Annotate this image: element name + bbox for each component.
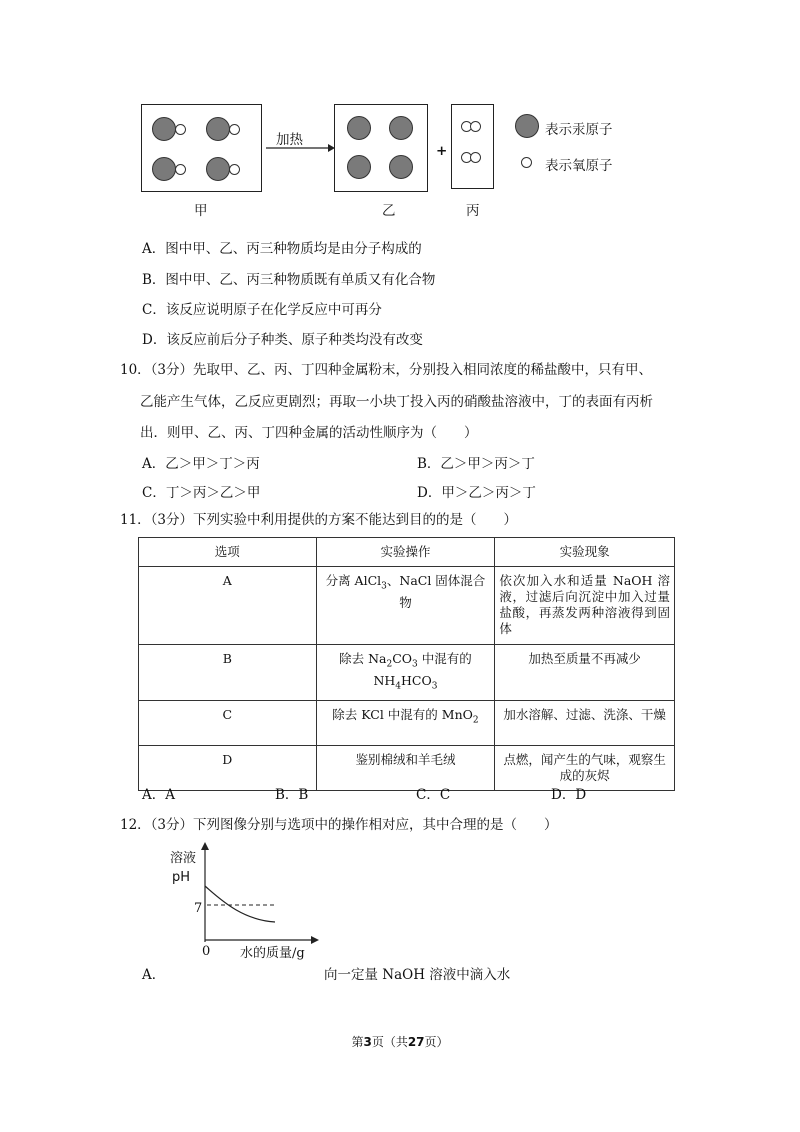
q9-option-b: B．图中甲、乙、丙三种物质既有单质又有化合物 bbox=[142, 272, 436, 288]
q9-option-c: C．该反应说明原子在化学反应中可再分 bbox=[142, 302, 382, 318]
label-jia: 甲 bbox=[194, 203, 208, 219]
q9-option-d: D．该反应前后分子种类、原子种类均没有改变 bbox=[142, 332, 423, 348]
operation-cell: 鉴别棉绒和羊毛绒 bbox=[316, 746, 495, 791]
graph-origin: 0 bbox=[202, 944, 211, 959]
box-jia bbox=[141, 104, 262, 192]
phenomenon-cell: 加水溶解、过滤、洗涤、干燥 bbox=[495, 701, 675, 746]
q10-option-d: D．甲＞乙＞丙＞丁 bbox=[417, 485, 536, 501]
page-number: 3 bbox=[363, 1035, 372, 1049]
q10-stem-line1: 10．（3分）先取甲、乙、丙、丁四种金属粉末，分别投入相同浓度的稀盐酸中，只有甲、 bbox=[120, 362, 653, 378]
q11-option-a: A．A bbox=[142, 787, 175, 803]
graph-xlabel: 水的质量/g bbox=[240, 946, 305, 961]
label-yi: 乙 bbox=[382, 203, 396, 219]
header-cell: 实验现象 bbox=[495, 538, 675, 567]
arrow-label: 加热 bbox=[276, 132, 303, 148]
q11-option-c: C．C bbox=[416, 787, 451, 803]
q11-stem: 11．（3分）下列实验中利用提供的方案不能达到目的的是（ ） bbox=[120, 512, 518, 528]
q9-option-a: A．图中甲、乙、丙三种物质均是由分子构成的 bbox=[142, 241, 422, 257]
total-pages: 27 bbox=[407, 1035, 425, 1049]
q10-option-b: B．乙＞甲＞丙＞丁 bbox=[417, 456, 535, 472]
q10-stem-line2: 乙能产生气体，乙反应更剧烈；再取一小块丁投入丙的硝酸盐溶液中，丁的表面有丙析 bbox=[140, 394, 653, 410]
oxygen-atom bbox=[470, 121, 481, 132]
graph-ylabel-bottom: pH bbox=[172, 870, 191, 885]
option-cell: C bbox=[139, 701, 317, 746]
option-cell: B bbox=[139, 645, 317, 701]
option-cell: A bbox=[139, 567, 317, 645]
q11-option-b: B．B bbox=[275, 787, 309, 803]
legend-oxygen-icon bbox=[521, 157, 532, 168]
q10-option-a: A．乙＞甲＞丁＞丙 bbox=[142, 456, 260, 472]
operation-cell: 分离 AlCl$_3$、NaCl 固体混合物 bbox=[316, 567, 495, 645]
table-row bbox=[139, 746, 675, 791]
oxygen-atom bbox=[229, 124, 240, 135]
table-row bbox=[139, 567, 675, 645]
mercury-atom bbox=[347, 116, 371, 140]
header-cell: 选项 bbox=[139, 538, 317, 567]
phenomenon-cell: 加热至质量不再减少 bbox=[495, 645, 675, 701]
q10-option-c: C．丁＞丙＞乙＞甲 bbox=[142, 485, 261, 501]
q11-option-d: D．D bbox=[551, 787, 587, 803]
q12-option-a-letter: A． bbox=[142, 967, 166, 983]
arrow-icon bbox=[264, 142, 336, 154]
header-cell: 实验操作 bbox=[316, 538, 495, 567]
plus-sign: + bbox=[436, 143, 448, 159]
mercury-atom bbox=[389, 116, 413, 140]
label-bing: 丙 bbox=[466, 203, 480, 219]
oxygen-atom bbox=[229, 164, 240, 175]
mercury-atom bbox=[152, 157, 176, 181]
operation-cell: 除去 KCl 中混有的 MnO$_2$ bbox=[316, 701, 495, 746]
table-row bbox=[139, 645, 675, 701]
mercury-atom bbox=[206, 157, 230, 181]
page-footer: 第3页（共27页） bbox=[351, 1035, 449, 1049]
table-header-row bbox=[139, 538, 675, 567]
graph-ylabel-top: 溶液 bbox=[170, 851, 197, 866]
legend-mercury-icon bbox=[515, 114, 539, 138]
oxygen-atom bbox=[175, 124, 186, 135]
q10-stem-line3: 出．则甲、乙、丙、丁四种金属的活动性顺序为（ ） bbox=[140, 425, 478, 441]
q12-option-a-text: 向一定量 NaOH 溶液中滴入水 bbox=[324, 967, 511, 983]
phenomenon-cell: 点燃，闻产生的气味，观察生成的灰烬 bbox=[495, 746, 675, 791]
mercury-atom bbox=[206, 117, 230, 141]
option-cell: D bbox=[139, 746, 317, 791]
mercury-atom bbox=[347, 155, 371, 179]
box-bing bbox=[451, 104, 494, 189]
phenomenon-cell: 依次加入水和适量 NaOH 溶液，过滤后向沉淀中加入过量盐酸，再蒸发两种溶液得到固体 bbox=[495, 567, 675, 645]
oxygen-atom bbox=[470, 152, 481, 163]
mercury-atom bbox=[152, 117, 176, 141]
legend-oxygen-label: 表示氧原子 bbox=[545, 158, 613, 174]
box-yi bbox=[334, 104, 428, 192]
graph-tick-7: 7 bbox=[194, 901, 203, 916]
ph-curve-plot bbox=[195, 842, 325, 950]
q12-stem: 12．（3分）下列图像分别与选项中的操作相对应，其中合理的是（ ） bbox=[120, 817, 558, 833]
operation-cell: 除去 $Na_2CO_3$ 中混有的 $NH_4HCO_3$ bbox=[316, 645, 495, 701]
oxygen-atom bbox=[175, 164, 186, 175]
legend-mercury-label: 表示汞原子 bbox=[545, 122, 613, 138]
q11-table bbox=[138, 537, 675, 791]
mercury-atom bbox=[389, 155, 413, 179]
table-row bbox=[139, 701, 675, 746]
